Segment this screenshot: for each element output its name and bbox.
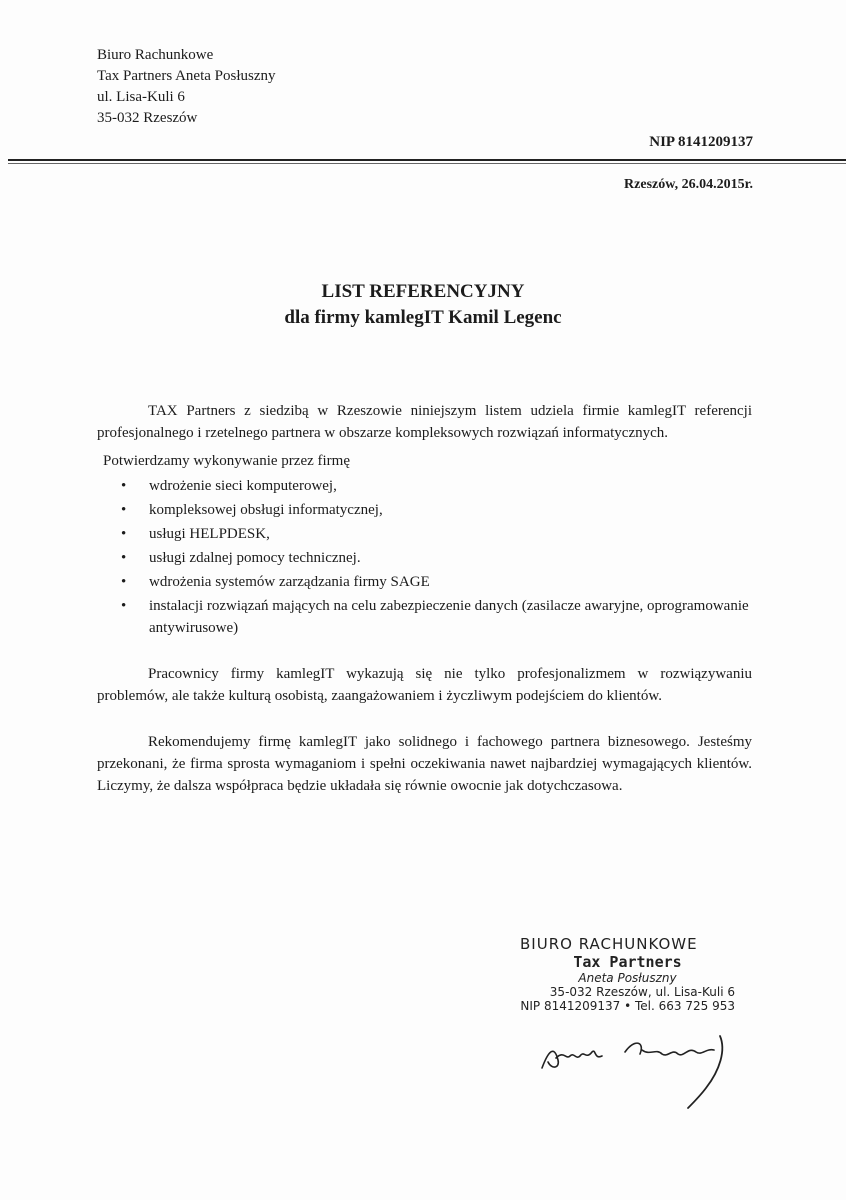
list-item-text: instalacji rozwiązań mających na celu zabezpieczenie danych (zasilacze awaryjne, oprogramowanie antywirusowe) <box>149 598 749 636</box>
sender-address <box>97 45 276 129</box>
title-line-2: dla firmy kamlegIT Kamil Legenc <box>284 307 562 328</box>
sender-line-2: Tax Partners Aneta Posłuszny <box>97 68 276 84</box>
letter-body <box>97 400 752 797</box>
header-divider <box>8 159 846 161</box>
bullet-icon: • <box>121 574 127 590</box>
stamp-line-3: Aneta Posłuszny <box>578 971 677 985</box>
letter-date: Rzeszów, 26.04.2015r. <box>624 177 753 192</box>
list-item <box>121 499 752 521</box>
sender-line-4: 35-032 Rzeszów <box>97 110 198 126</box>
header-divider-thin <box>8 163 846 164</box>
bullet-icon: • <box>121 598 127 614</box>
list-item-text: usługi zdalnej pomocy technicznej. <box>149 550 361 566</box>
bullet-icon: • <box>121 526 127 542</box>
handwritten-signature <box>530 1030 760 1110</box>
stamp-line-5: NIP 8141209137 • Tel. 663 725 953 <box>520 999 735 1013</box>
recommendation-paragraph: Rekomendujemy firmę kamlegIT jako solidnego i fachowego partnera biznesowego. Jesteśmy przekonani, że firma sprosta wymaganiom i spełni oczekiwania nawet najbardziej wymagających klientów. Liczymy, że dalsza współpraca będzie układała się równie owocnie jak dotychczasowa. <box>97 734 752 794</box>
sender-nip: NIP 8141209137 <box>649 134 753 150</box>
bullet-icon: • <box>121 550 127 566</box>
list-item-text: wdrożenie sieci komputerowej, <box>149 478 337 494</box>
list-item <box>121 475 752 497</box>
list-item <box>121 595 752 639</box>
services-list <box>97 475 752 639</box>
intro-paragraph: TAX Partners z siedzibą w Rzeszowie niniejszym listem udziela firmie kamlegIT referencji profesjonalnego i rzetelnego partnera w obszarze kompleksowych rozwiązań informatycznych. <box>97 403 752 441</box>
list-item-text: kompleksowej obsługi informatycznej, <box>149 502 383 518</box>
sender-line-1: Biuro Rachunkowe <box>97 47 214 63</box>
stamp-line-4: 35-032 Rzeszów, ul. Lisa-Kuli 6 <box>549 985 735 999</box>
list-item <box>121 571 752 593</box>
bullet-icon: • <box>121 478 127 494</box>
list-item-text: wdrożenia systemów zarządzania firmy SAGE <box>149 574 430 590</box>
sender-line-3: ul. Lisa-Kuli 6 <box>97 89 185 105</box>
confirm-heading: Potwierdzamy wykonywanie przez firmę <box>103 453 350 469</box>
company-stamp <box>520 935 735 1013</box>
list-item <box>121 547 752 569</box>
qualities-paragraph: Pracownicy firmy kamlegIT wykazują się nie tylko profesjonalizmem w rozwiązywaniu problemów, ale także kulturą osobistą, zaangażowaniem i życzliwym podejściem do klientów. <box>97 666 752 704</box>
list-item-text: usługi HELPDESK, <box>149 526 270 542</box>
title-line-1: LIST REFERENCYJNY <box>321 281 525 302</box>
stamp-line-1: BIURO RACHUNKOWE <box>520 935 698 953</box>
letter-title <box>0 279 846 331</box>
list-item <box>121 523 752 545</box>
stamp-line-2: Tax Partners <box>573 953 682 971</box>
bullet-icon: • <box>121 502 127 518</box>
